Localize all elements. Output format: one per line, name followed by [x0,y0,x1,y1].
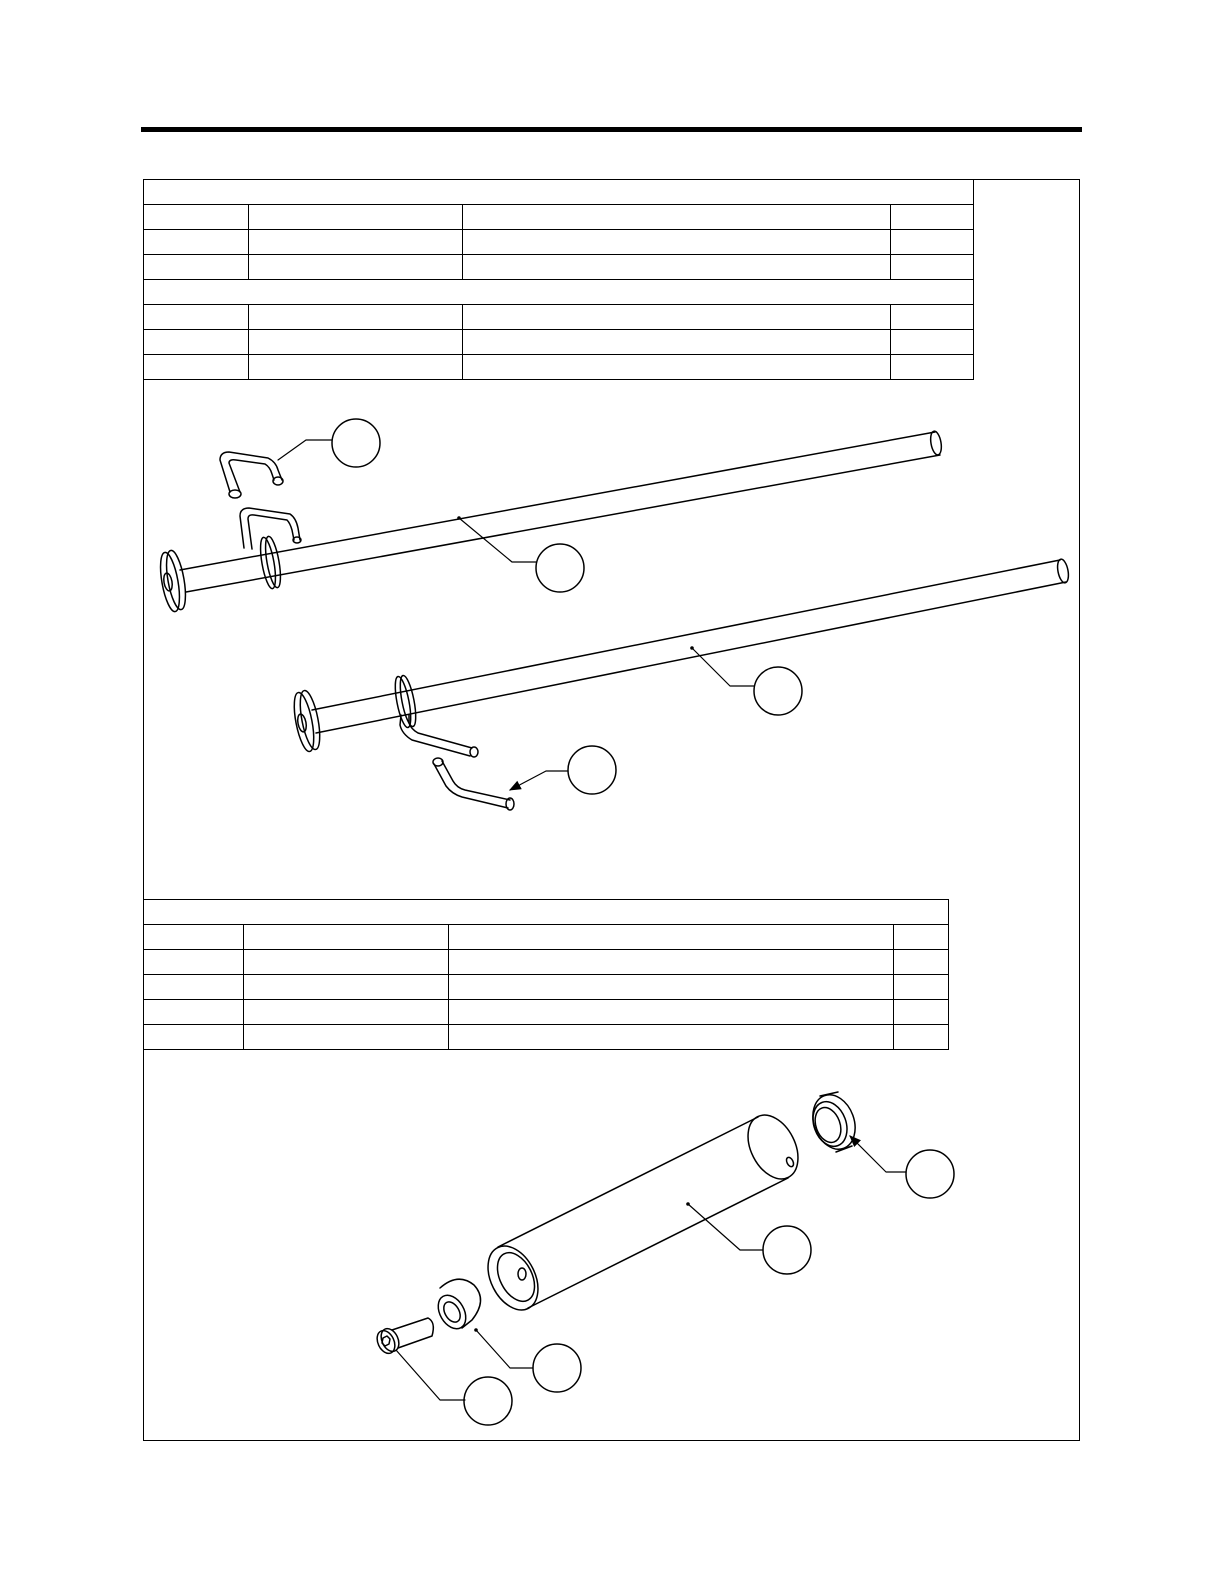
pin-on-bar-lower [400,715,478,757]
leader-pin-lower [510,771,568,790]
bushing [806,1089,863,1155]
callout-balloon [568,746,616,794]
tube [478,1107,808,1319]
leader-dot [690,646,694,650]
callout-balloon [464,1377,512,1425]
callout-balloon [763,1226,811,1274]
callout-balloon [332,419,380,467]
bar-upper [157,430,943,613]
pin-on-bar-upper [240,508,301,549]
leader-bar-lower [692,648,754,686]
leader-pin-upper [278,440,332,460]
leader-dot [686,1202,690,1206]
callout-balloon [754,667,802,715]
leader-spacer [476,1330,533,1368]
leader-dot [474,1328,478,1332]
leader-bushing [850,1136,906,1172]
callout-balloon [906,1150,954,1198]
spacer [433,1279,481,1333]
leader-bolt [396,1350,465,1400]
bar-lower [290,558,1070,753]
bolt [374,1318,434,1356]
pin-lower [433,758,514,810]
pin-upper [220,452,283,498]
leader-tube [688,1204,763,1250]
leader-dot [457,516,461,520]
callout-balloon [536,544,584,592]
callout-balloon [533,1344,581,1392]
